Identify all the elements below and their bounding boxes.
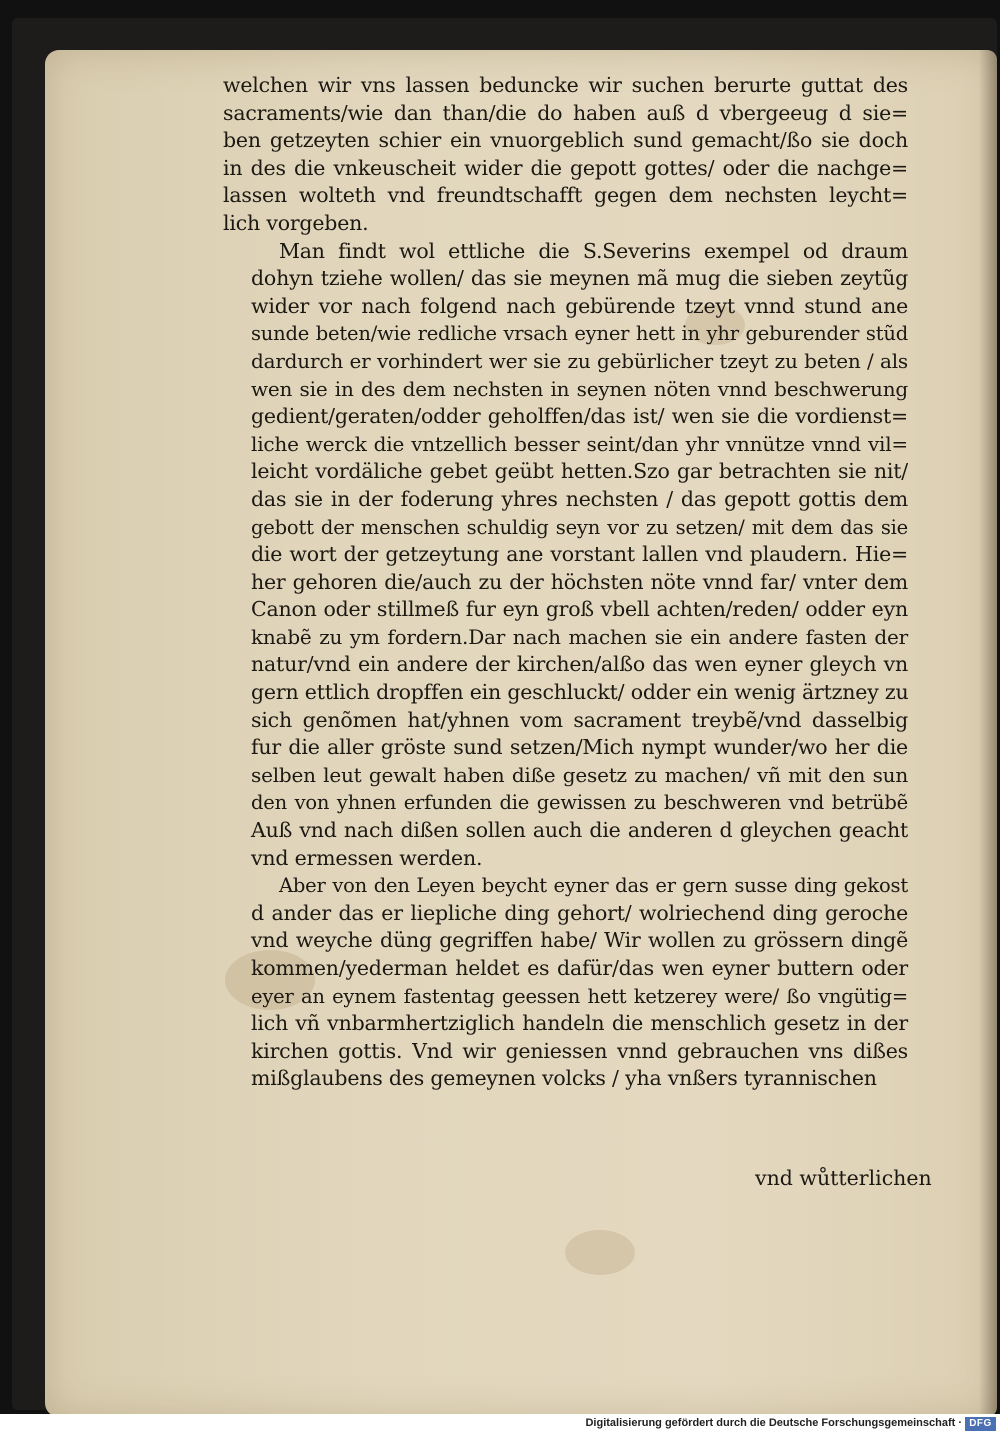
text-line: dohyn tziehe wollen/ das sie meynen mã mug die sieben zeytũg: [251, 266, 908, 291]
text-line: die wort der getzeytung ane vorstant lallen vnd plaudern. Hie=: [251, 542, 908, 567]
text-line: leicht vordäliche gebet geübt hetten.Szo gar betrachten sie nit/: [251, 459, 908, 484]
paragraph: [223, 238, 908, 873]
dfg-logo-icon: DFG: [965, 1417, 996, 1431]
text-line: welchen wir vns lassen beduncke wir suchen berurte guttat des: [223, 73, 908, 97]
text-line: her gehoren die/auch zu der höchsten nöte vnnd far/ vnter dem: [251, 569, 908, 594]
text-line: lich vñ vnbarmhertziglich handeln die menschlich gesetz in der: [251, 1011, 908, 1036]
text-line: das sie in der foderung yhres nechsten / das gepott gottis dem: [251, 486, 908, 511]
text-line: gedient/geraten/odder geholffen/das ist/ wen sie die vordienst=: [251, 404, 908, 429]
text-line: lich vorgeben.: [223, 210, 369, 235]
text-line: sacraments/wie dan than/die do haben auß d vbergeeug d sie=: [223, 100, 908, 125]
text-line: kirchen gottis. Vnd wir geniessen vnnd gebrauchen vns dißes: [251, 1038, 908, 1063]
catchword: vnd wůtterlichen: [755, 1166, 932, 1190]
text-line: Auß vnd nach dißen sollen auch die anderen d gleychen geacht: [251, 818, 908, 843]
text-line: dardurch er vorhindert wer sie zu gebürlicher tzeyt zu beten / als: [251, 348, 908, 373]
text-line: gern ettlich dropffen ein geschluckt/ odder ein wenig ärtzney zu: [251, 680, 909, 705]
text-line: lassen wolteth vnd freundtschafft gegen dem nechsten leycht=: [223, 183, 908, 208]
paragraph: [223, 872, 908, 1093]
text-line: d ander das er liepliche ding gehort/ wolriechend ding geroche: [251, 900, 908, 925]
text-line: ben getzeyten schier ein vnuorgeblich sund gemacht/ßo sie doch: [223, 128, 908, 153]
text-line: liche werck die vntzellich besser seint/dan yhr vnnütze vnnd vil=: [251, 431, 908, 456]
text-line: sich genõmen hat/yhnen vom sacrament treybẽ/vnd dasselbig: [251, 707, 908, 732]
text-line: fur die aller gröste sund setzen/Mich nympt wunder/wo her die: [251, 735, 908, 760]
text-line: natur/vnd ein andere der kirchen/alßo das wen eyner gleych vn: [251, 652, 908, 677]
text-line: den von yhnen erfunden die gewissen zu beschweren vnd betrübẽ: [251, 791, 908, 815]
text-line: in des die vnkeuscheit wider die gepott gottes/ oder die nachge=: [223, 155, 908, 180]
text-line: gebott der menschen schuldig seyn vor zu setzen/ mit dem das sie: [251, 515, 908, 539]
text-line: Canon oder stillmeß fur eyn groß vbell achten/reden/ odder eyn: [251, 597, 908, 622]
footer-bar: [0, 1414, 1000, 1434]
footer-credit: Digitalisierung gefördert durch die Deutsche Forschungsgemeinschaft ·: [585, 1417, 962, 1429]
text-line: kommen/yederman heldet es dafür/das wen eyner buttern oder: [251, 956, 908, 980]
paragraph: [223, 72, 908, 238]
text-line: sunde beten/wie redliche vrsach eyner hett in yhr geburender stũd: [251, 322, 908, 346]
text-line: wider vor nach folgend nach gebürende tzeyt vnnd stund ane: [251, 293, 908, 318]
text-line: knabẽ zu ym fordern.Dar nach machen sie ein andere fasten der: [251, 624, 908, 649]
page-gutter-shadow: [979, 50, 997, 1417]
text-line: selben leut gewalt haben diße gesetz zu machen/ vñ mit den sun: [251, 762, 908, 787]
text-line: wen sie in des dem nechsten in seynen nöten vnnd beschwerung: [251, 376, 908, 401]
paper-stain: [565, 1230, 635, 1275]
text-line: eyer an eynem fastentag geessen hett ketzerey were/ ßo vngütig=: [251, 984, 908, 1008]
text-line: vnd ermessen werden.: [251, 845, 483, 870]
text-line: Man findt wol ettliche die S.Severins exempel od draum: [279, 238, 908, 263]
text-line: Aber von den Leyen beycht eyner das er gern susse ding gekost: [279, 874, 908, 898]
page-text-block: [223, 72, 908, 1093]
text-line: vnd weyche düng gegriffen habe/ Wir wollen zu grössern dingẽ: [251, 928, 908, 953]
text-line: mißglaubens des gemeynen volcks / yha vnßers tyrannischen: [251, 1066, 877, 1091]
